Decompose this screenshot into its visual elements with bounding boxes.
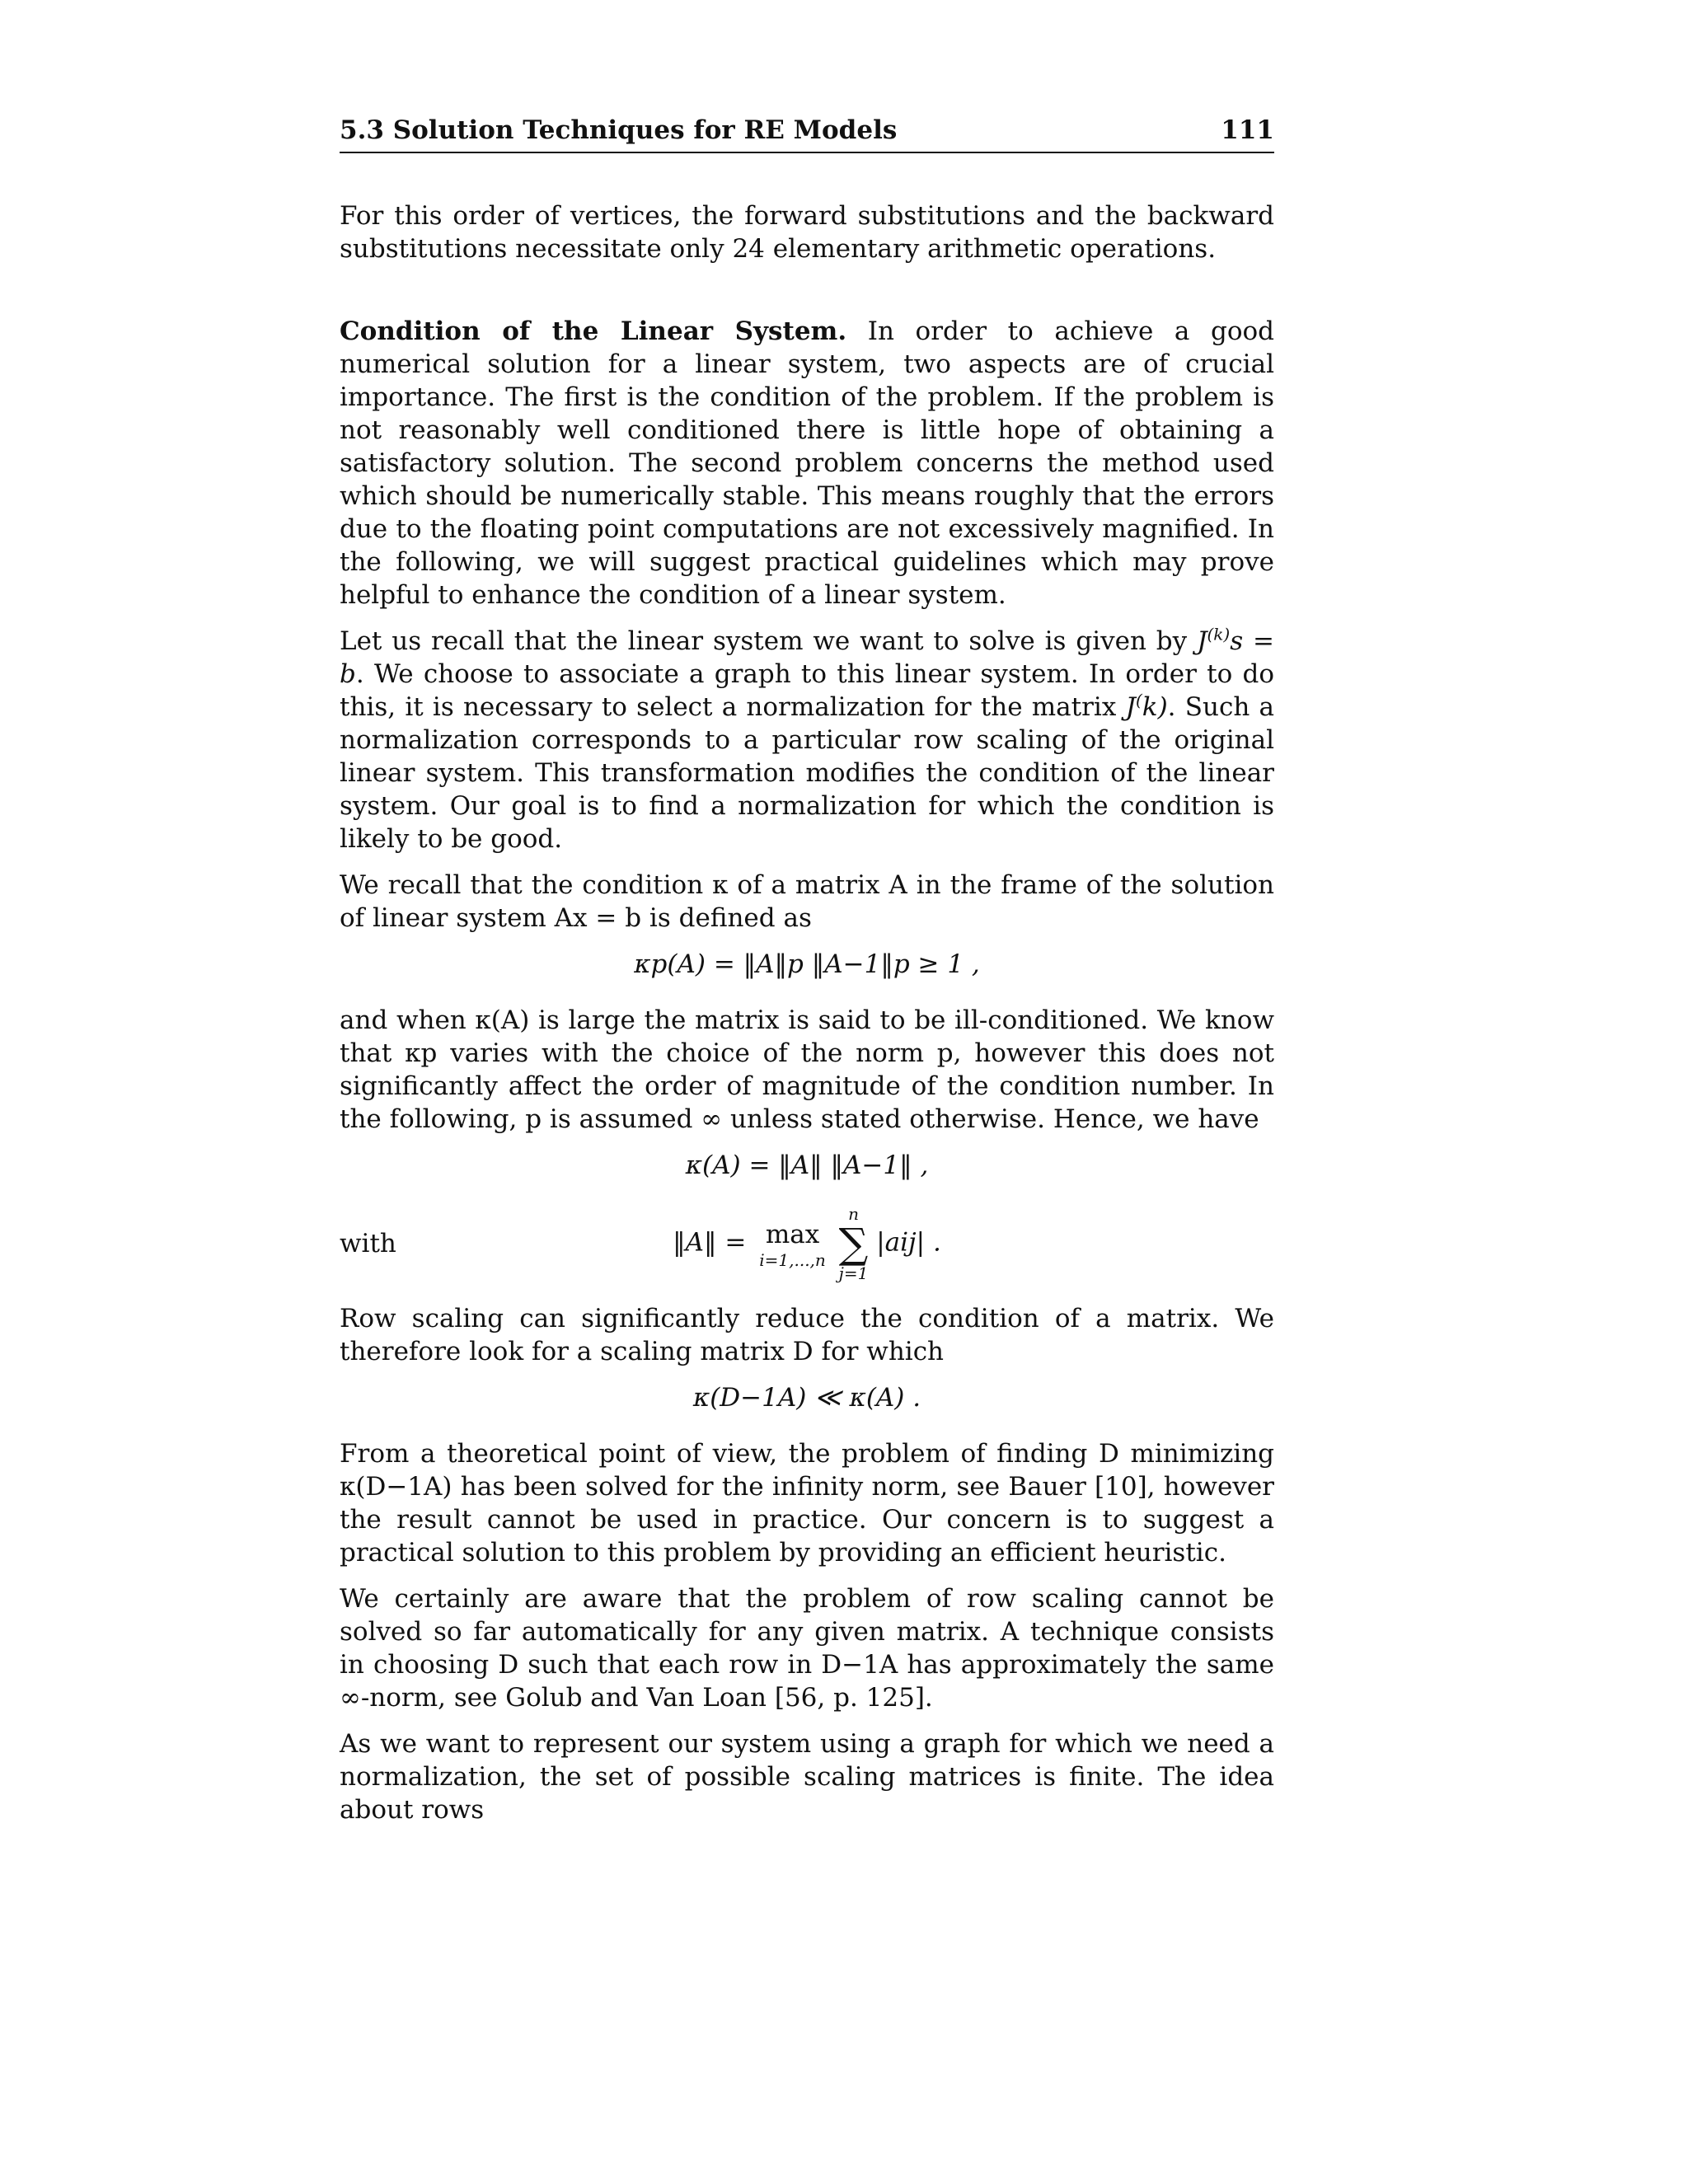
equation-norm (389, 1205, 1274, 1282)
paragraph-2 (340, 315, 1274, 612)
paragraph-2-text: In order to achieve a good numerical solution for a linear system, two aspects are of crucial importance. The first is the condition of the problem. If the problem is not reasonably well conditioned there is little hope of obtaining a satisfactory solution. The second problem concerns the method used which should be numerically stable. This means roughly that the errors due to the floating point computations are not excessively magnified. In the following, we will suggest practical guidelines which may prove helpful to enhance the condition of a linear system. (340, 316, 1274, 610)
body-text (340, 199, 1274, 1826)
equation-norm-row (340, 1205, 1274, 1282)
page (340, 115, 1274, 1840)
inline-math-jk: J(k) (1125, 690, 1168, 722)
max-label: max (765, 1220, 820, 1249)
sum-operator (839, 1205, 869, 1282)
paragraph-5: and when κ(A) is large the matrix is said to be ill-conditioned. We know that κp varies with the choice of the norm p, however this does not significantly affect the order of magnitude of the condition number. In the following, p is assumed ∞ unless stated otherwise. Hence, we have (340, 1005, 1274, 1134)
sum-upper-limit: n (848, 1204, 859, 1224)
paragraph-3-part-b: We choose to associate a graph to this linear system. In order to do this, it is necessary to select a normalization for the matrix (340, 659, 1274, 722)
paragraph-3-part-a: Let us recall that the linear system we want to solve is given by (340, 626, 1188, 656)
norm-rhs: |aij| . (876, 1227, 941, 1258)
sigma-symbol: ∑ (838, 1220, 869, 1268)
running-header (340, 115, 1274, 153)
section-title: 5.3 Solution Techniques for RE Models (340, 115, 898, 145)
paragraph-1: For this order of vertices, the forward substitutions and the backward substitutions necessitate only 24 elementary arithmetic operations. (340, 201, 1274, 264)
paragraph-7: From a theoretical point of view, the problem of finding D minimizing κ(D−1A) has been solved for the infinity norm, see Bauer [10], however the result cannot be used in practice. Our concern is to suggest a practical solution to this problem by providing an efficient heuristic. (340, 1439, 1274, 1568)
paragraph-3: Let us recall that the linear system we want to solve is given by $J^{(k)}s = b$. We choose to associate a graph to this linear system. In order to do this, it is necessary to select a normalization for the matrix J(k). Such a normalization corresponds to a particular row scaling of the original linear system. This transformation modifies the condition of the linear system. Our goal is to find a normalization for which the condition is likely to be good. (340, 624, 1274, 854)
run-in-heading: Condition of the Linear System. (340, 316, 847, 346)
paragraph-9: As we want to represent our system using a graph for which we need a normalization, the set of possible scaling matrices is finite. The idea about rows (340, 1729, 1274, 1825)
paragraph-6: Row scaling can significantly reduce the condition of a matrix. We therefore look for a scaling matrix D for which (340, 1304, 1274, 1366)
with-label: with (340, 1229, 396, 1258)
sum-lower-limit: j=1 (838, 1263, 869, 1283)
page-number: 111 (1221, 115, 1274, 145)
equation-scaling: κ(D−1A) ≪ κ(A) . (692, 1383, 921, 1413)
paragraph-4: We recall that the condition κ of a matrix A in the frame of the solution of linear system Ax = b is defined as (340, 870, 1274, 933)
paragraph-3-part-c: Such a normalization corresponds to a particular row scaling of the original linear system. This transformation modifies the condition of the linear system. Our goal is to find a normalization for which the condition is likely to be good. (340, 692, 1274, 854)
equation-condition-inf: κ(A) = ‖A‖ ‖A−1‖ , (685, 1151, 929, 1180)
equation-condition-p: κp(A) = ‖A‖p ‖A−1‖p ≥ 1 , (634, 949, 980, 979)
max-subscript: i=1,...,n (759, 1250, 826, 1270)
inline-math-jks: $J^{(k)}s = b$ (340, 624, 1274, 689)
paragraph-8: We certainly are aware that the problem of row scaling cannot be solved so far automatically for any given matrix. A technique consists in choosing D such that each row in D−1A has approximately the same ∞-norm, see Golub and Van Loan [56, p. 125]. (340, 1584, 1274, 1713)
norm-lhs: ‖A‖ = (673, 1227, 747, 1258)
max-operator (759, 1218, 826, 1269)
